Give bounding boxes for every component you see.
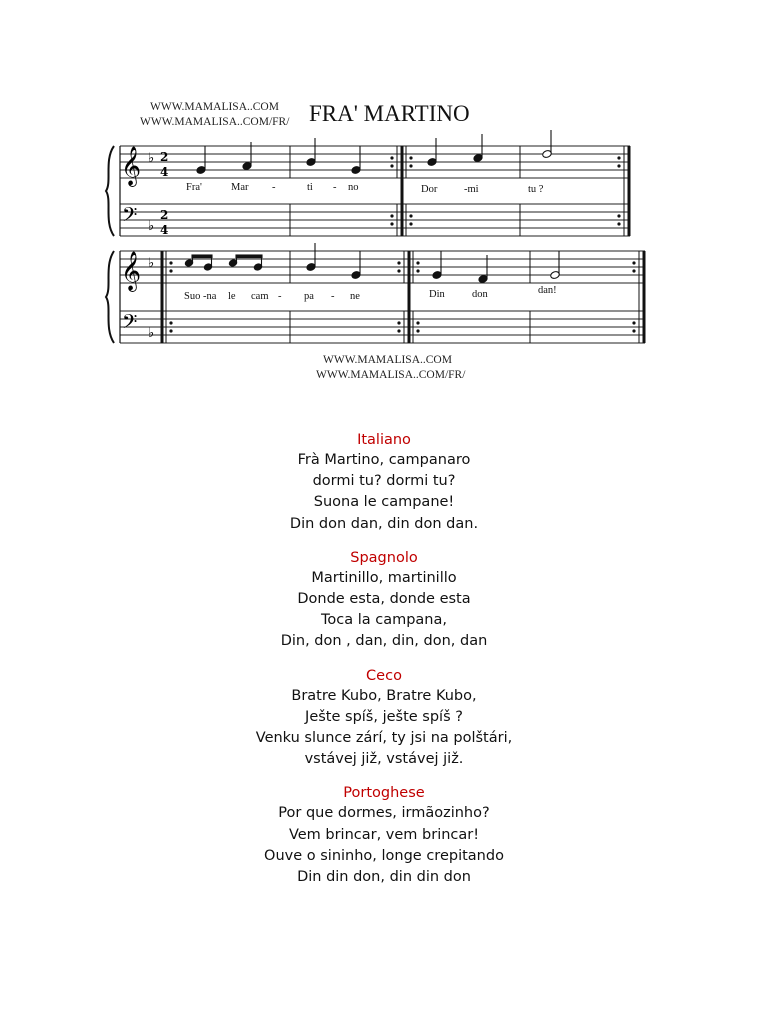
verse-line: Din, don , dan, din, don, dan bbox=[280, 633, 488, 650]
watermark-top-1: WWW.MAMALISA..COM bbox=[150, 101, 279, 113]
treble-clef-icon: 𝄞 bbox=[121, 146, 142, 186]
score-title: FRA' MARTINO bbox=[309, 101, 470, 126]
system-2 bbox=[106, 243, 645, 343]
verse-portoghese bbox=[0, 783, 768, 888]
bass-clef-icon: 𝄢 bbox=[122, 310, 138, 338]
verse-language-title: Italiano bbox=[357, 432, 411, 448]
verse-language-title: Portoghese bbox=[343, 785, 425, 802]
flat-icon: ♭ bbox=[148, 151, 155, 166]
verse-line: Ješte spíš, ješte spíš ? bbox=[305, 708, 463, 725]
treble-clef-icon: 𝄞 bbox=[121, 251, 142, 291]
svg-text:Mar: Mar bbox=[231, 182, 249, 193]
verse-line: dormi tu? dormi tu? bbox=[312, 473, 456, 490]
verse-line: vstávej již, vstávej již. bbox=[304, 751, 464, 768]
svg-text:cam: cam bbox=[251, 291, 269, 302]
notes-system-2 bbox=[184, 243, 560, 283]
brace-icon bbox=[106, 251, 114, 343]
time-signature-bottom: 4 bbox=[160, 165, 169, 179]
svg-text:Fra': Fra' bbox=[186, 182, 202, 193]
svg-text:Din: Din bbox=[429, 289, 445, 300]
svg-text:ti: ti bbox=[307, 182, 313, 193]
time-signature-top: 2 bbox=[160, 208, 169, 222]
start-repeat-sign bbox=[162, 251, 173, 343]
verse-language-title: Ceco bbox=[366, 667, 402, 684]
svg-text:no: no bbox=[348, 182, 359, 193]
verse-line: Din don dan, din don dan. bbox=[289, 515, 479, 532]
svg-text:-mi: -mi bbox=[464, 184, 479, 195]
verse-line: Donde esta, donde esta bbox=[297, 591, 471, 608]
flat-icon: ♭ bbox=[148, 256, 155, 271]
svg-text:-: - bbox=[333, 182, 337, 193]
verse-spagnolo bbox=[0, 548, 768, 653]
repeat-sign bbox=[397, 251, 419, 343]
svg-text:le: le bbox=[228, 291, 236, 302]
watermark-bottom-2: WWW.MAMALISA..COM/FR/ bbox=[316, 369, 466, 381]
verse-line: Suona le campane! bbox=[313, 494, 455, 511]
svg-text:-: - bbox=[331, 291, 335, 302]
svg-text:-: - bbox=[278, 291, 282, 302]
verse-language-title: Spagnolo bbox=[350, 549, 418, 566]
verse-italiano bbox=[0, 430, 768, 535]
bass-clef-icon: 𝄢 bbox=[122, 203, 138, 231]
time-signature-bottom: 4 bbox=[160, 223, 169, 237]
verses bbox=[0, 430, 768, 901]
time-signature-top: 2 bbox=[160, 150, 169, 164]
svg-text:dan!: dan! bbox=[538, 285, 557, 296]
verse-line: Vem brincar, vem brincar! bbox=[288, 826, 480, 843]
verse-line: Toca la campana, bbox=[320, 612, 447, 629]
sheet-music bbox=[0, 0, 768, 400]
verse-ceco bbox=[0, 666, 768, 771]
verse-line: Venku slunce zárí, ty jsi na polštári, bbox=[255, 730, 513, 747]
verse-line: Martinillo, martinillo bbox=[311, 569, 457, 586]
notes-system-1 bbox=[196, 130, 552, 174]
lyrics-system-1 bbox=[186, 182, 544, 195]
lyrics-system-2 bbox=[184, 285, 557, 302]
watermark-bottom-1: WWW.MAMALISA..COM bbox=[323, 354, 452, 366]
svg-text:don: don bbox=[472, 289, 488, 300]
svg-text:pa: pa bbox=[304, 291, 314, 302]
end-repeat-sign bbox=[617, 146, 629, 236]
svg-text:tu ?: tu ? bbox=[528, 184, 544, 195]
flat-icon: ♭ bbox=[148, 219, 155, 234]
verse-line: Ouve o sininho, longe crepitando bbox=[264, 847, 504, 864]
verse-line: Por que dormes, irmãozinho? bbox=[278, 805, 490, 822]
brace-icon bbox=[106, 146, 114, 236]
verse-line: Frà Martino, campanaro bbox=[297, 452, 471, 468]
end-repeat-sign bbox=[632, 251, 644, 343]
verse-line: Bratre Kubo, Bratre Kubo, bbox=[291, 687, 477, 704]
svg-text:ne: ne bbox=[350, 291, 360, 302]
system-1 bbox=[106, 130, 630, 237]
svg-text:Dor: Dor bbox=[421, 184, 438, 195]
svg-text:-: - bbox=[272, 182, 276, 193]
flat-icon: ♭ bbox=[148, 326, 155, 341]
watermark-top-2: WWW.MAMALISA..COM/FR/ bbox=[140, 116, 290, 128]
verse-line: Din din don, din din don bbox=[297, 869, 471, 886]
repeat-sign bbox=[390, 146, 412, 236]
svg-text:Suo -na: Suo -na bbox=[184, 291, 217, 302]
